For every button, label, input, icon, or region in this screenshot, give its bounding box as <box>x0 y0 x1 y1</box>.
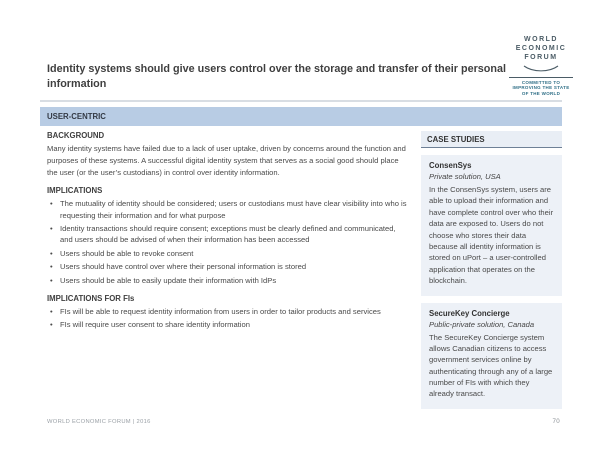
footer <box>47 418 560 425</box>
wef-tagline-line: OF THE WORLD <box>521 90 561 96</box>
title-divider <box>40 100 562 102</box>
list-item: • Users should be able to revoke consent <box>47 248 408 259</box>
case-study-subtitle: Private solution, USA <box>429 172 501 181</box>
wef-wordmark-line: ECONOMIC <box>515 44 567 52</box>
wef-tagline-line: IMPROVING THE STATE <box>512 85 570 91</box>
wef-tagline-line: COMMITTED TO <box>521 79 561 85</box>
case-study-body: In the ConsenSys system, users are able to upload their information and have complete control over who their data are exposed to. Users do not choose who stores their data because all identity information is stored on uPort – a user-controlled application that operates on the blockchain. <box>429 185 554 286</box>
list-item: • FIs will require user consent to share identity information <box>47 319 408 330</box>
left-column <box>40 131 408 409</box>
case-studies-heading: CASE STUDIES <box>421 131 562 148</box>
list-item: • Identity transactions should require consent; exceptions must be clearly defined and communicated, and users should be advised of when their information has been accessed <box>47 223 408 246</box>
case-studies-column <box>421 131 562 409</box>
list-item: • FIs will be able to request identity information from users in order to tailor products and services <box>47 306 408 317</box>
case-study-title: ConsenSys <box>429 161 472 170</box>
list-item: • Users should have control over where their personal information is stored <box>47 261 408 272</box>
implications-heading: IMPLICATIONS <box>47 186 103 196</box>
user-centric-banner <box>40 107 562 126</box>
main-content <box>40 131 562 409</box>
slide-title: Identity systems should give users control over the storage and transfer of their personal information <box>47 63 506 90</box>
background-text: Many identity systems have failed due to a lack of user uptake, driven by concerns around the function and purposes of these systems. A successful digital identity system that serves as a social good should place the user (or the user’s custodians) in control over identity information. <box>47 144 406 177</box>
wef-wordmark-line: WORLD <box>524 36 558 43</box>
case-study-body: The SecureKey Concierge system allows Canadian citizens to access government services online by authenticating through any of a large number of FIs with which they already transact. <box>429 332 553 399</box>
implications-list <box>47 198 408 286</box>
case-study-title: SecureKey Concierge <box>429 308 510 318</box>
case-study-subtitle: Public-private solution, Canada <box>429 319 535 329</box>
case-study-card-securekey <box>421 303 562 409</box>
list-item: • Users should be able to easily update their information with IdPs <box>47 275 408 286</box>
footer-source: WORLD ECONOMIC FORUM | 2016 <box>47 419 151 425</box>
case-study-card-consensys <box>421 155 562 296</box>
implications-fis-heading: IMPLICATIONS FOR FIs <box>47 294 135 304</box>
banner-label: USER-CENTRIC <box>47 112 106 121</box>
wef-wordmark-line: FORUM <box>524 53 558 61</box>
implications-fis-list <box>47 306 408 331</box>
page-number: 70 <box>552 418 560 425</box>
background-heading: BACKGROUND <box>47 131 105 140</box>
list-item: • The mutuality of identity should be considered; users or custodians must have clear visibility into who is requesting their information and for what purpose <box>47 198 408 221</box>
wef-wordmark <box>501 36 581 63</box>
